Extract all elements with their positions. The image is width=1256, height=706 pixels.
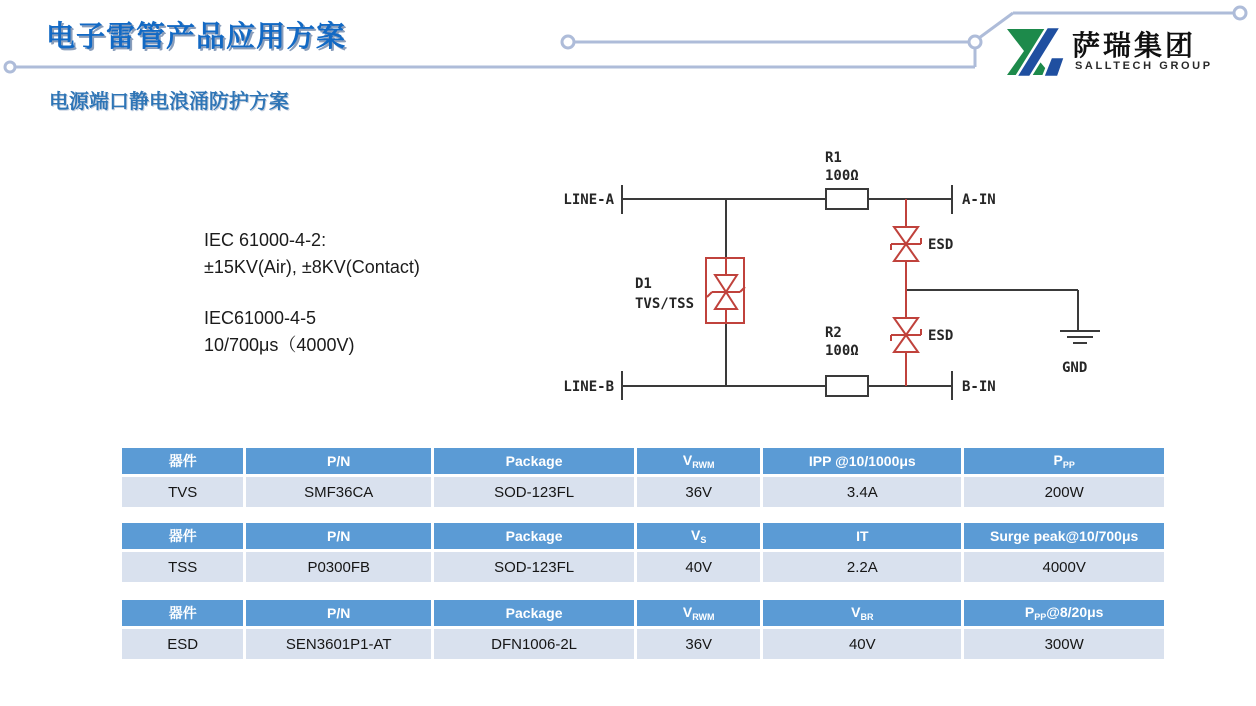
d1-label: D1: [635, 276, 652, 292]
company-logo: [1006, 22, 1252, 84]
iec-61000-4-5-values: 10/700μs（4000V): [204, 335, 355, 355]
cell-pn: P0300FB: [245, 551, 433, 583]
col-header-package: Package: [433, 523, 636, 551]
table-row: [122, 628, 1164, 660]
iec-61000-4-2-values: ±15KV(Air), ±8KV(Contact): [204, 257, 420, 277]
col-header-vbr: $V_{BR}$: [762, 600, 963, 628]
line-b-label: LINE-B: [563, 379, 614, 395]
cell-ipp: 3.4A: [762, 476, 963, 508]
col-header-device: 器件: [122, 600, 245, 628]
col-header-package: Package: [433, 448, 636, 476]
esd-spec-table: [122, 600, 1164, 659]
table-header-row: [122, 523, 1164, 551]
r1-value-label: 100Ω: [825, 168, 859, 184]
cell-vrwm: 36V: [636, 476, 762, 508]
tvs-spec-table: [122, 448, 1164, 507]
col-header-package: Package: [433, 600, 636, 628]
cell-device: TSS: [122, 551, 245, 583]
line-a-label: LINE-A: [563, 192, 614, 208]
section-subtitle: 电源端口静电浪涌防护方案: [49, 91, 289, 113]
cell-package: DFN1006-2L: [433, 628, 636, 660]
col-header-pn: P/N: [245, 523, 433, 551]
ground-symbol: [1060, 331, 1100, 343]
cell-ppp-820: 300W: [963, 628, 1164, 660]
col-header-surge-peak: Surge peak@10/700μs: [963, 523, 1164, 551]
cell-pn: SEN3601P1-AT: [245, 628, 433, 660]
salltech-logo-icon: [1006, 26, 1066, 78]
col-header-it: IT: [762, 523, 963, 551]
a-in-label: A-IN: [962, 192, 996, 208]
col-header-vs: $V_S$: [636, 523, 762, 551]
d1-type-label: TVS/TSS: [635, 296, 695, 312]
col-header-vrwm: $V_{RWM}$: [636, 600, 762, 628]
cell-vrwm: 36V: [636, 628, 762, 660]
r2-label: R2: [825, 325, 842, 341]
col-header-ppp-820: $P_{PP}@8/20\mu s$: [963, 600, 1164, 628]
gnd-label: GND: [1062, 360, 1088, 376]
logo-name-en: SALLTECH GROUP: [1075, 60, 1213, 72]
d1-tvs-tss-symbol: [706, 258, 745, 323]
cell-device: ESD: [122, 628, 245, 660]
r2-value-label: 100Ω: [825, 343, 859, 359]
col-header-ipp: IPP @10/1000μs: [762, 448, 963, 476]
table-row: [122, 476, 1164, 508]
circuit-wires: [622, 185, 1078, 400]
cell-surge-peak: 4000V: [963, 551, 1164, 583]
cell-device: TVS: [122, 476, 245, 508]
esd-bottom-label: ESD: [928, 328, 954, 344]
r1-label: R1: [825, 150, 842, 166]
col-header-device: 器件: [122, 448, 245, 476]
cell-ppp: 200W: [963, 476, 1164, 508]
cell-vbr: 40V: [762, 628, 963, 660]
esd-diode-bottom-symbol: [891, 290, 921, 386]
table-header-row: [122, 600, 1164, 628]
esd-diode-top-symbol: [891, 199, 921, 290]
iec-61000-4-5-line: IEC61000-4-5: [204, 308, 317, 328]
iec-standards-text: [204, 227, 420, 359]
col-header-vrwm: $V_{RWM}$: [636, 448, 762, 476]
logo-name-cn: 萨瑞集团: [1072, 30, 1197, 61]
cell-vs: 40V: [636, 551, 762, 583]
esd-top-label: ESD: [928, 237, 954, 253]
table-header-row: [122, 448, 1164, 476]
b-in-label: B-IN: [962, 379, 996, 395]
cell-it: 2.2A: [762, 551, 963, 583]
cell-pn: SMF36CA: [245, 476, 433, 508]
col-header-pn: P/N: [245, 448, 433, 476]
col-header-ppp: $P_{PP}$: [963, 448, 1164, 476]
col-header-device: 器件: [122, 523, 245, 551]
cell-package: SOD-123FL: [433, 551, 636, 583]
page-title: 电子雷管产品应用方案: [46, 21, 347, 53]
table-row: [122, 551, 1164, 583]
col-header-pn: P/N: [245, 600, 433, 628]
cell-package: SOD-123FL: [433, 476, 636, 508]
surge-protection-schematic: [540, 140, 1160, 430]
tss-spec-table: [122, 523, 1164, 582]
iec-61000-4-2-line: IEC 61000-4-2:: [204, 230, 327, 250]
